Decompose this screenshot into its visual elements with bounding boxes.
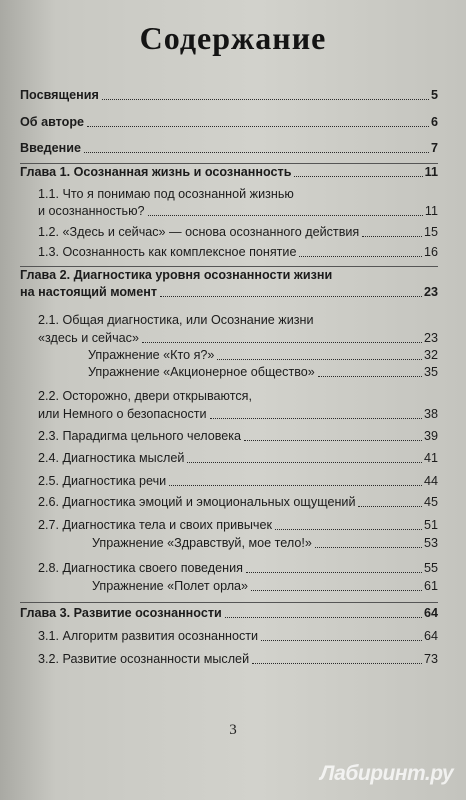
toc-entry-title: 2.3. Парадигма цельного человека [38, 429, 242, 443]
leader-dots [299, 256, 422, 257]
toc-entry-title: 2.8. Диагностика своего поведения [38, 561, 243, 575]
leader-dots [84, 152, 429, 153]
toc-entry [38, 629, 438, 644]
toc-entry-page: 23 [423, 285, 438, 299]
divider [20, 266, 438, 267]
toc-entry [38, 474, 438, 489]
toc-entry-title: 1.3. Осознанность как комплексное понятие [38, 245, 297, 259]
toc-entry-title: 2.7. Диагностика тела и своих привычек [38, 518, 272, 532]
toc-entry-title: 3.1. Алгоритм развития осознанности [38, 629, 259, 643]
toc-entry [20, 141, 438, 156]
toc-entry-title: Упражнение «Здравствуй, мое тело!» [92, 536, 312, 550]
toc-entry-page: 41 [423, 451, 438, 465]
toc-entry-title: 3.2. Развитие осознанности мыслей [38, 652, 250, 666]
toc-entry-page: 64 [423, 606, 438, 620]
toc-entry-title: Упражнение «Кто я?» [88, 348, 215, 362]
watermark [320, 762, 453, 786]
divider [20, 163, 438, 164]
toc-entry-title: 1.2. «Здесь и сейчас» — основа осознанного действия [38, 225, 360, 239]
toc-entry-page: 35 [423, 365, 438, 379]
toc-chapter [20, 165, 438, 180]
toc-entry-page: 45 [423, 495, 438, 509]
page-number: 3 [229, 722, 237, 738]
leader-dots [102, 99, 429, 100]
toc-exercise [92, 579, 438, 594]
toc-entry [38, 561, 438, 576]
leader-dots [246, 572, 422, 573]
leader-dots [275, 529, 422, 530]
toc-entry-title: 2.6. Диагностика эмоций и эмоциональных ощущений [38, 495, 356, 509]
leader-dots [187, 462, 422, 463]
leader-dots [217, 359, 422, 360]
toc-entry-page: 73 [423, 652, 438, 666]
toc-entry-page: 11 [424, 204, 438, 218]
toc-entry-title: 1.1. Что я понимаю под осознанной жизнью [38, 187, 294, 201]
leader-dots [142, 342, 422, 343]
toc-entry [38, 652, 438, 667]
toc-entry [38, 495, 438, 510]
toc-entry [38, 407, 438, 422]
leader-dots [261, 640, 422, 641]
toc-entry-title: Глава 3. Развитие осознанности [20, 606, 222, 620]
leader-dots [251, 590, 422, 591]
toc-entry [38, 225, 438, 240]
leader-dots [225, 617, 422, 618]
leader-dots [87, 126, 429, 127]
toc-entry [20, 88, 438, 103]
toc-entry-page: 55 [423, 561, 438, 575]
leader-dots [244, 440, 422, 441]
toc-entry-title-cont: или Немного о безопасности [38, 407, 207, 421]
leader-dots [362, 236, 422, 237]
toc-entry-title: Посвящения [20, 88, 99, 102]
toc-entry [38, 245, 438, 260]
toc-entry-title: Введение [20, 141, 82, 155]
leader-dots [315, 547, 422, 548]
leader-dots [169, 485, 422, 486]
leader-dots [358, 506, 422, 507]
toc-entry-title-cont: «здесь и сейчас» [38, 331, 139, 345]
toc-exercise [88, 348, 438, 363]
toc-entry-page: 32 [423, 348, 438, 362]
toc-entry [38, 331, 438, 346]
toc-entry [38, 429, 438, 444]
toc-entry-page: 53 [423, 536, 438, 550]
toc-entry [38, 518, 438, 533]
leader-dots [252, 663, 422, 664]
toc-entry-page: 38 [423, 407, 438, 421]
toc-entry-title-cont: на настоящий момент [20, 285, 157, 299]
toc-exercise [92, 536, 438, 551]
toc-chapter [20, 285, 438, 300]
toc-entry [20, 115, 438, 130]
leader-dots [148, 215, 423, 216]
leader-dots [318, 376, 422, 377]
toc-entry-title: 2.4. Диагностика мыслей [38, 451, 185, 465]
toc-entry-page: 44 [423, 474, 438, 488]
toc-entry-title: 2.5. Диагностика речи [38, 474, 167, 488]
toc-entry-title: Упражнение «Акционерное общество» [88, 365, 315, 379]
toc-entry-page: 51 [423, 518, 438, 532]
watermark-text: Лабиринт.ру [320, 762, 454, 785]
toc-chapter-title: Глава 2. Диагностика уровня осознанности жизни [20, 268, 333, 282]
page-title: Содержание [139, 20, 327, 56]
toc-entry-page: 15 [423, 225, 438, 239]
toc-entry-page: 64 [423, 629, 438, 643]
toc-entry-title: Об авторе [20, 115, 85, 129]
leader-dots [294, 176, 422, 177]
toc-exercise [88, 365, 438, 380]
toc-entry [38, 451, 438, 466]
toc-entry-page: 23 [423, 331, 438, 345]
leader-dots [160, 296, 422, 297]
toc-entry-title: Глава 1. Осознанная жизнь и осознанность [20, 165, 292, 179]
toc-entry-page: 11 [424, 165, 438, 179]
toc-entry-page: 16 [423, 245, 438, 259]
toc-entry-title: 2.2. Осторожно, двери открываются, [38, 389, 252, 403]
toc-entry-title: 2.1. Общая диагностика, или Осознание жизни [38, 313, 314, 327]
toc-entry-page: 7 [430, 141, 438, 155]
toc-entry [38, 204, 438, 219]
toc-entry-page: 6 [430, 115, 438, 129]
toc-entry-title: Упражнение «Полет орла» [92, 579, 249, 593]
leader-dots [210, 418, 422, 419]
toc-entry-page: 61 [423, 579, 438, 593]
toc-chapter [20, 606, 438, 621]
toc-entry-page: 39 [423, 429, 438, 443]
toc-entry-title-cont: и осознанностью? [38, 204, 145, 218]
toc-entry-page: 5 [430, 88, 438, 102]
divider [20, 602, 438, 603]
